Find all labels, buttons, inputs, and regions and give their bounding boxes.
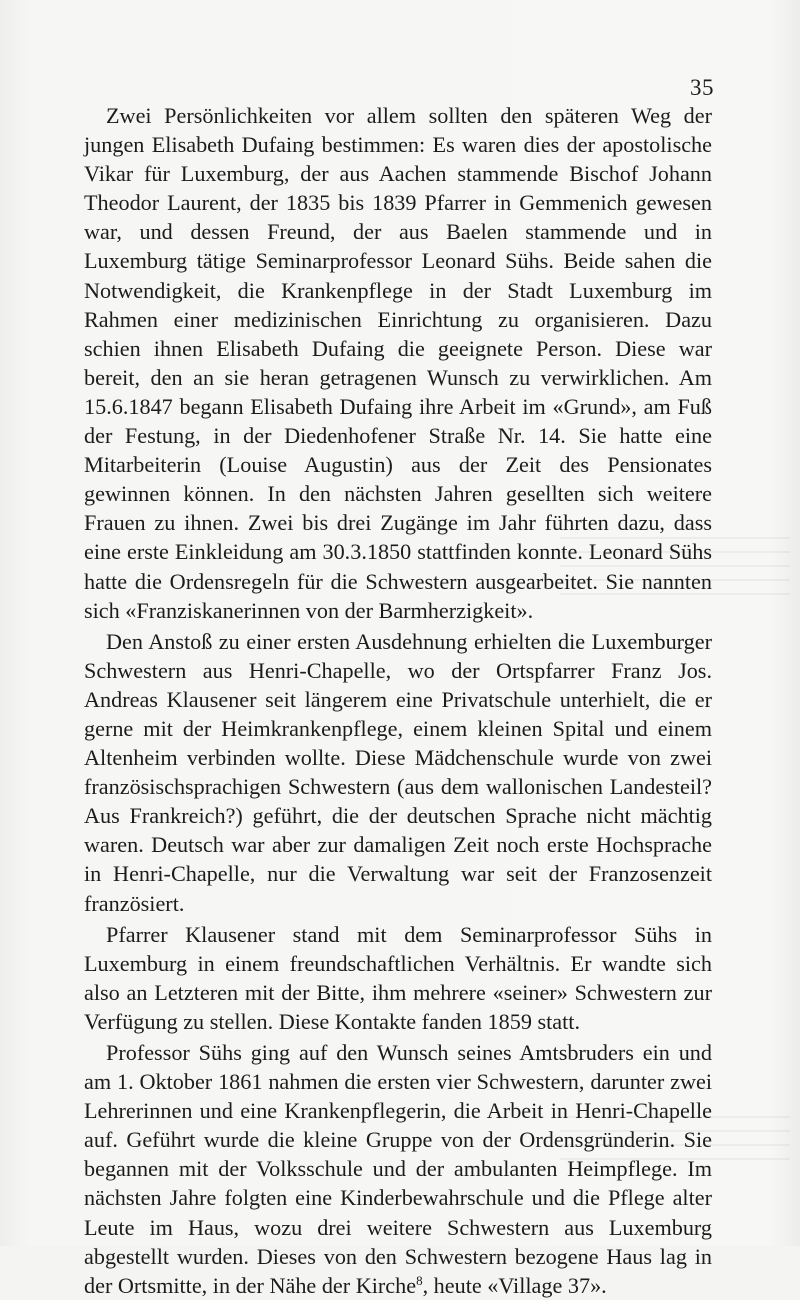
paragraph: Pfarrer Klausener stand mit dem Seminarprofessor Sühs in Luxemburg in einem freundschaftlichen Verhältnis. Er wandte sich also an Letzteren mit der Bitte, ihm mehrere «seiner» Schwestern zur Verfügung zu stellen. Diese Kontakte fanden 1859 statt.: [84, 921, 712, 1034]
paragraph: Den Anstoß zu einer ersten Ausdehnung erhielten die Luxemburger Schwestern aus Henri-Chapelle, wo der Ortspfarrer Franz Jos. Andreas Klausener seit längerem eine Privatschule unterhielt, die er gerne mit der Heimkrankenpflege, einem kleinen Spital und einem Altenheim verbinden wollte. Diese Mädchenschule wurde von zwei französischsprachigen Schwestern (aus dem wallonischen Landesteil? Aus Frankreich?) geführt, die der deutschen Sprache nicht mächtig waren. Deutsch war aber zur damaligen Zeit noch erste Hochsprache in Henri-Chapelle, nur die Verwaltung war seit der Franzosenzeit französiert.: [84, 628, 712, 916]
page-number: 35: [690, 75, 714, 100]
footnote-marker[interactable]: 8: [416, 1272, 423, 1288]
paragraph: Zwei Persönlichkeiten vor allem sollten den späteren Weg der jungen Elisabeth Dufaing bestimmen: Es waren dies der apostolische Vikar für Luxemburg, der aus Aachen stammende Bischof Johann Theodor Laurent, der 1835 bis 1839 Pfarrer in Gemmenich gewesen war, und dessen Freund, der aus Baelen stammende und in Luxemburg tätige Seminarprofessor Leonard Sühs. Beide sahen die Notwendigkeit, die Krankenpflege in der Stadt Luxemburg im Rahmen einer medizinischen Einrichtung zu organisieren. Dazu schien ihnen Elisabeth Dufaing die geeignete Person. Diese war bereit, den an sie heran getragenen Wunsch zu verwirklichen. Am 15.6.1847 begann Elisabeth Dufaing ihre Arbeit im «Grund», am Fuß der Festung, in der Diedenhofener Straße Nr. 14. Sie hatte eine Mitarbeiterin (Louise Augustin) aus der Zeit des Pensionates gewinnen können. In den nächsten Jahren gesellten sich weitere Frauen zu ihnen. Zwei bis drei Zugänge im Jahr führten dazu, dass eine erste Einkleidung am 30.3.1850 stattfinden konnte. Leonard Sühs hatte die Ordensregeln für die Schwestern ausgearbeitet. Sie nannten sich «Franziskanerinnen von der Barmherzigkeit».: [84, 103, 712, 623]
body-text: [84, 101, 712, 1300]
paragraph-text: Professor Sühs ging auf den Wunsch seines Amtsbruders ein und am 1. Oktober 1861 nahmen die ersten vier Schwestern, darunter zwei Lehrerinnen und eine Krankenpflegerin, die Arbeit in Henri-Chapelle auf. Geführt wurde die kleine Gruppe von der Ordensgründerin. Sie begannen mit der Volksschule und der ambulanten Heimpflege. Im nächsten Jahre folgten eine Kinderbewahrschule und die Pflege alter Leute im Haus, wozu drei weitere Schwestern aus Luxemburg abgestellt wurden. Dieses von den Schwestern bezogene Haus lag in der Ortsmitte, in der Nähe der Kirche: [84, 1040, 712, 1298]
paragraph: [84, 1038, 712, 1300]
paragraph-text: , heute «Village 37».: [422, 1272, 607, 1298]
